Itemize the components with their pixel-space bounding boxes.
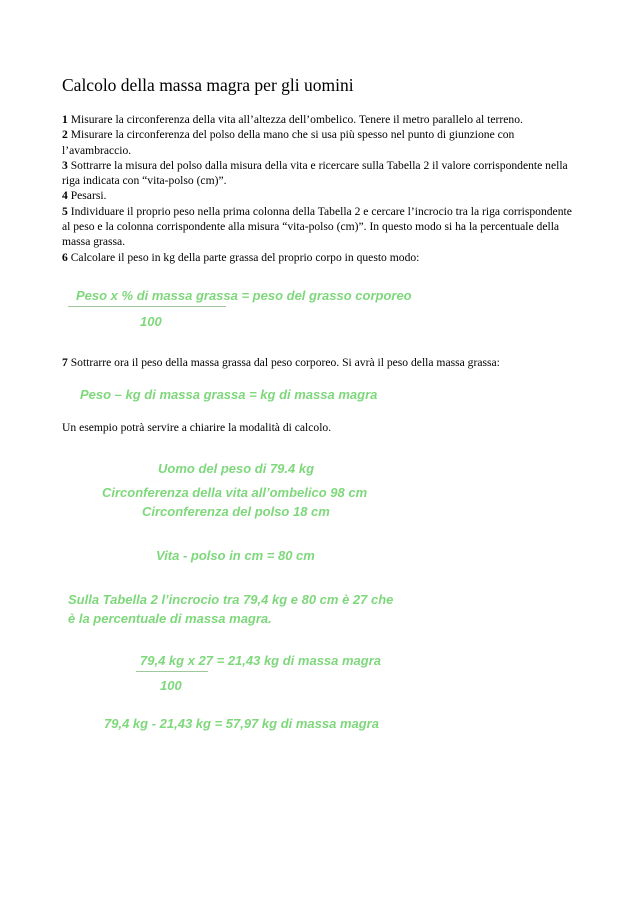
step-6	[62, 250, 582, 265]
example-calc-denominator: 100	[160, 678, 182, 693]
step-number: 7	[62, 356, 68, 369]
step-text: Pesarsi.	[70, 189, 107, 203]
formula-fat-weight-denominator: 100	[140, 314, 162, 329]
step-number: 2	[62, 128, 68, 142]
example-intro: Un esempio potrà servire a chiarire la modalità di calcolo.	[62, 421, 332, 434]
step-number: 6	[62, 250, 68, 264]
example-wrist: Circonferenza del polso 18 cm	[142, 504, 330, 519]
step-number: 3	[62, 158, 68, 172]
formula-lean-mass: Peso – kg di massa grassa = kg di massa magra	[80, 387, 378, 402]
step-text: Misurare la circonferenza della vita all’altezza dell’ombelico. Tenere il metro parallelo al terreno.	[70, 113, 523, 126]
example-waist: Circonferenza della vita all’ombelico 98 cm	[102, 485, 368, 500]
formula-fraction-line	[68, 306, 226, 307]
example-table-lookup-cont: è la percentuale di massa magra.	[68, 611, 272, 626]
step-number: 4	[62, 189, 68, 203]
example-waist-minus-wrist: Vita - polso in cm = 80 cm	[156, 548, 315, 563]
step-2	[62, 127, 582, 158]
step-7	[62, 355, 582, 370]
step-text: Misurare la circonferenza del polso della mano che si usa più spesso nel punto di giunzione con l’avambraccio.	[62, 128, 515, 157]
step-number: 5	[62, 204, 68, 218]
step-number: 1	[62, 113, 68, 126]
step-text: Calcolare il peso in kg della parte grassa del proprio corpo in questo modo:	[70, 250, 420, 264]
example-calc-numerator: 79,4 kg x 27 = 21,43 kg di massa magra	[140, 653, 382, 668]
formula-fat-weight-numerator: Peso x % di massa grassa = peso del grasso corporeo	[76, 288, 412, 303]
step-3	[62, 158, 582, 189]
example-weight: Uomo del peso di 79.4 kg	[158, 461, 315, 476]
page-title: Calcolo della massa magra per gli uomini	[62, 75, 354, 95]
step-5	[62, 204, 582, 250]
example-table-lookup: Sulla Tabella 2 l’incrocio tra 79,4 kg e 80 cm è 27 che	[68, 592, 394, 607]
example-final-result: 79,4 kg - 21,43 kg = 57,97 kg di massa magra	[104, 716, 379, 731]
step-4	[62, 188, 582, 203]
step-text: Sottrarre ora il peso della massa grassa dal peso corporeo. Si avrà il peso della massa grassa:	[70, 356, 500, 369]
step-1	[62, 112, 582, 127]
step-text: Sottrarre la misura del polso dalla misura della vita e ricercare sulla Tabella 2 il valore corrispondente nella riga indicata con “vita-polso (cm)”.	[62, 158, 568, 188]
step-text: Individuare il proprio peso nella prima colonna della Tabella 2 e cercare l’incrocio tra la riga corrispondente al peso e la colonna corrispondente alla misura “vita-polso (cm)”. In questo modo si ha la percentuale della massa grassa.	[62, 204, 572, 249]
steps-list	[62, 112, 582, 265]
example-fraction-line	[136, 671, 208, 672]
